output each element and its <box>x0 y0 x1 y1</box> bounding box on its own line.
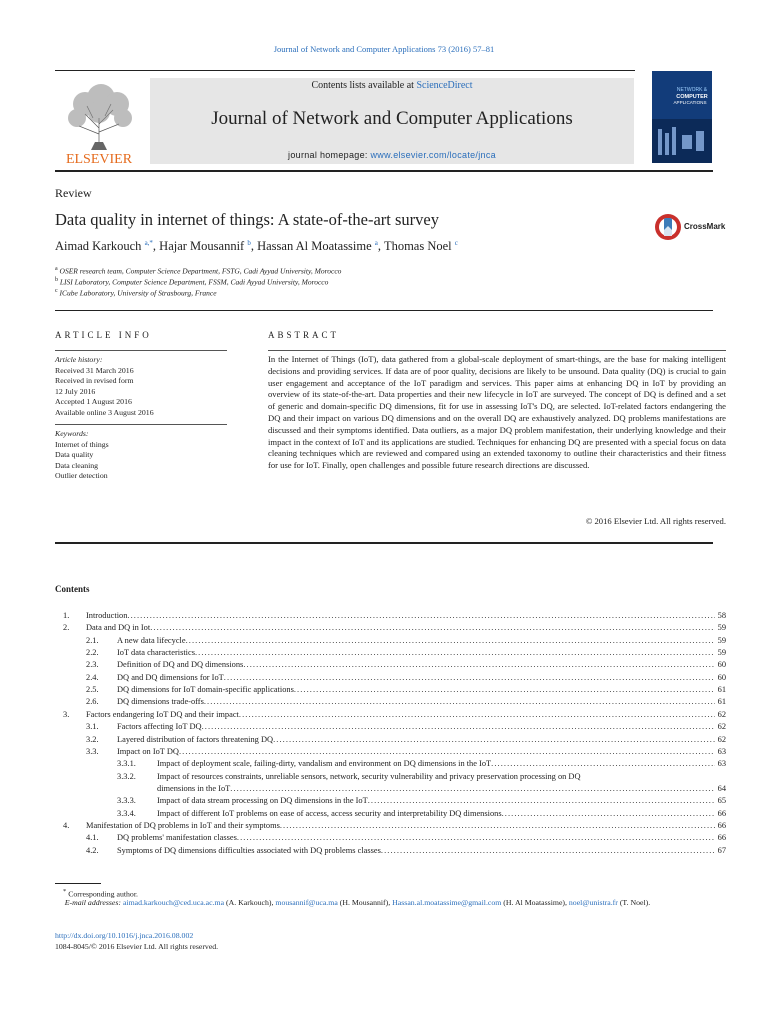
email-link[interactable]: aimad.karkouch@ced.uca.ac.ma <box>122 898 225 907</box>
affiliation <box>55 266 341 276</box>
toc-entry[interactable] <box>55 820 726 832</box>
toc-page: 65 <box>717 796 726 806</box>
toc-leader <box>179 746 715 758</box>
toc-number: 2.2. <box>86 648 99 658</box>
abstract-rule <box>268 350 726 351</box>
author-name: Aimad Karkouch <box>55 239 142 254</box>
cover-line-1: NETWORK & <box>676 87 708 93</box>
author-affil-mark[interactable]: a <box>374 239 378 247</box>
toc-number: 2. <box>63 623 70 633</box>
contents-available <box>150 80 634 91</box>
history-line: Received in revised form <box>55 376 134 385</box>
toc-entry[interactable] <box>55 808 726 820</box>
toc-entry[interactable] <box>55 684 726 696</box>
contents-heading: Contents <box>55 584 90 594</box>
toc-title: Impact of resources constraints, unreliable sensors, network, security vulnerability and privacy preservation processing on DQ <box>157 771 581 781</box>
toc-leader <box>230 783 714 795</box>
toc-title: Impact of different IoT problems on ease of access, access security and interpretability DQ dimensions <box>157 808 502 818</box>
toc-number: 2.3. <box>86 660 99 670</box>
history-line: Received 31 March 2016 <box>55 365 134 375</box>
email-link[interactable]: mousannif@uca.ma <box>275 898 338 907</box>
toc-page: 60 <box>717 672 726 682</box>
toc-entry[interactable] <box>55 709 726 721</box>
email-owner: (T. Noel). <box>619 898 651 907</box>
contents-prefix: Contents lists available at <box>311 80 417 91</box>
affiliation-mark: c <box>55 288 58 294</box>
paper-title: Data quality in internet of things: A state-of-the-art survey <box>55 210 439 229</box>
toc-leader <box>273 734 715 746</box>
toc-page: 59 <box>717 623 726 633</box>
toc-label <box>157 758 726 770</box>
toc-title: A new data lifecycle <box>117 635 186 645</box>
toc-number: 4.1. <box>86 833 99 843</box>
toc-entry[interactable] <box>55 659 726 671</box>
toc-entry[interactable] <box>55 746 726 758</box>
toc-number: 4. <box>63 820 70 830</box>
doi-link[interactable] <box>55 931 193 942</box>
toc-title: DQ dimensions for IoT domain-specific applications <box>117 685 294 695</box>
toc-page: 66 <box>717 820 726 830</box>
toc-title: Factors affecting IoT DQ <box>117 722 202 732</box>
history-line: 12 July 2016 <box>55 386 96 396</box>
toc-label <box>86 820 726 832</box>
email-owner: (H. Mousannif), <box>339 898 391 907</box>
toc-number: 2.1. <box>86 635 99 645</box>
crossmark-label: CrossMark <box>684 222 726 231</box>
abstract-text: In the Internet of Things (IoT), data gathered from a global-scale deployment of smart-things, are the base for making intelligent decisions and providing services. If data are of poor quality, decisions are likely to be unsound. Data quality (DQ) is crucial to gain user engagement and acceptance of the IoT paradigm and services. This paper aims at enhancing DQ in IoT by providing an overview of its state-of-the-art. Data properties and their new lifecycle in IoT are surveyed. The concept of DQ is defined and a set of generic and domain-specific DQ dimensions, fit for use in assessing IoT's DQ, are selected. IoT-related factors endangering the DQ and their impact on various DQ dimensions and on the overall DQ are exhaustively analyzed. DQ problems manifestations are discussed and their symptoms identified. Data outliers, as a major DQ problem manifestation, their underlying knowledge and their impact in the context of IoT and its applications are studied. Techniques for enhancing DQ are presented with a special focus on data cleaning techniques which are reviewed and compared using an extended taxonomy to outline their characteristics and their fitness for use for IoT. Finally, open challenges and possible future research directions are discussed. <box>268 354 726 471</box>
toc-entry[interactable] <box>55 771 726 783</box>
toc-number: 3.2. <box>86 734 99 744</box>
toc-label <box>117 845 726 857</box>
corresponding-text: Corresponding author. <box>68 889 138 899</box>
toc-entry[interactable] <box>55 734 726 746</box>
toc-page: 66 <box>717 808 726 818</box>
toc-number: 3.3.3. <box>117 796 136 806</box>
toc-title: Impact of deployment scale, failing-dirty, vandalism and environment on DQ dimensions in the IoT <box>157 759 492 769</box>
toc-page: 67 <box>717 845 726 855</box>
email-link[interactable]: noel@unistra.fr <box>568 898 618 907</box>
toc-title: DQ dimensions trade-offs <box>117 697 204 707</box>
elsevier-wordmark: ELSEVIER <box>65 152 133 166</box>
toc-label <box>117 672 726 684</box>
toc-page: 63 <box>717 759 726 769</box>
masthead-rule <box>55 170 713 172</box>
history-line: Accepted 1 August 2016 <box>55 397 132 406</box>
toc-page: 63 <box>717 746 726 756</box>
toc-page: 62 <box>717 734 726 744</box>
cover-line-3: APPLICATIONS <box>673 100 707 105</box>
toc-leader <box>195 647 715 659</box>
issn-line: 1084-8045/© 2016 Elsevier Ltd. All rights reserved. <box>55 942 219 951</box>
journal-homepage <box>150 150 634 160</box>
toc-title: Impact of data stream processing on DQ dimensions in the IoT <box>157 796 368 806</box>
toc-number: 3.3.1. <box>117 759 136 769</box>
author-sep: , <box>250 239 258 254</box>
toc-leader <box>502 808 715 820</box>
toc-label <box>157 808 726 820</box>
toc-number: 2.4. <box>86 672 99 682</box>
author-affil-mark[interactable]: c <box>454 239 458 247</box>
toc-leader <box>368 795 715 807</box>
toc-page: 59 <box>717 648 726 658</box>
toc-leader <box>243 659 714 671</box>
toc-title: Impact on IoT DQ <box>117 746 179 756</box>
toc-number: 3.1. <box>86 722 99 732</box>
toc-leader <box>237 832 715 844</box>
toc-label <box>86 610 726 622</box>
toc-label <box>86 622 726 634</box>
toc-label <box>117 684 726 696</box>
toc-leader <box>491 758 714 770</box>
sciencedirect-link[interactable]: ScienceDirect <box>416 80 473 91</box>
homepage-prefix: journal homepage: <box>288 150 371 160</box>
toc-number: 1. <box>63 611 70 620</box>
toc-label <box>117 746 726 758</box>
toc-entry[interactable] <box>55 622 726 634</box>
toc-leader <box>127 610 714 622</box>
article-history <box>55 355 154 418</box>
toc-title: Data and DQ in Iot <box>86 623 151 633</box>
toc-title: Factors endangering IoT DQ and their impact <box>86 709 239 719</box>
toc-label <box>157 783 726 795</box>
affiliation-text: LISI Laboratory, Computer Science Department, FSSM, Cadi Ayyad University, Morocco <box>59 277 329 287</box>
toc-leader <box>239 709 715 721</box>
toc-page: 59 <box>717 635 726 645</box>
header-rule <box>55 70 635 71</box>
affiliation-mark: a <box>55 266 58 272</box>
history-line: Available online 3 August 2016 <box>55 407 154 417</box>
keyword: Internet of things <box>55 439 109 449</box>
keywords-rule <box>55 424 227 425</box>
toc-leader <box>224 672 715 684</box>
toc-page: 58 <box>717 611 726 620</box>
email-link[interactable]: Hassan.al.moatassime@gmail.com <box>392 898 502 907</box>
affiliation <box>55 277 328 287</box>
author-name: Hassan Al Moatassime <box>257 239 372 254</box>
toc-title: Introduction <box>86 611 128 620</box>
toc-entry[interactable] <box>55 758 726 770</box>
cover-line-2: COMPUTER <box>676 94 708 100</box>
email-owner: (A. Karkouch), <box>226 898 274 907</box>
toc-leader <box>280 820 715 832</box>
abstract-bottom-rule <box>55 542 713 544</box>
article-info-rule <box>55 350 227 351</box>
toc-page: 64 <box>717 783 726 793</box>
toc-page: 66 <box>717 833 726 843</box>
toc-leader <box>294 684 715 696</box>
toc-label <box>157 771 726 783</box>
crossmark-icon <box>654 212 682 242</box>
toc-entry[interactable] <box>55 635 726 647</box>
abstract-heading: ABSTRACT <box>268 330 340 340</box>
author-name: Thomas Noel <box>383 239 452 254</box>
toc-page: 62 <box>717 709 726 719</box>
homepage-link[interactable]: www.elsevier.com/locate/jnca <box>370 150 496 160</box>
toc-page: 60 <box>717 660 726 670</box>
crossmark-badge[interactable] <box>654 212 726 242</box>
toc-leader <box>381 845 715 857</box>
toc-label <box>117 635 726 647</box>
toc-entry[interactable] <box>55 672 726 684</box>
toc-page: 62 <box>717 722 726 732</box>
toc-label <box>117 659 726 671</box>
toc-entry[interactable] <box>55 795 726 807</box>
toc-entry[interactable] <box>55 696 726 708</box>
author-sep: , <box>152 239 160 254</box>
toc-entry[interactable] <box>55 721 726 733</box>
elsevier-logo <box>55 78 143 166</box>
toc-entry[interactable] <box>55 610 726 622</box>
toc-leader <box>186 635 715 647</box>
toc-number: 2.6. <box>86 697 99 707</box>
toc-page: 61 <box>717 697 726 707</box>
toc-entry[interactable] <box>55 845 726 857</box>
corresponding-mark: * <box>63 888 67 895</box>
email-owner: (H. Al Moatassime), <box>503 898 567 907</box>
toc-title: Definition of DQ and DQ dimensions <box>117 660 244 670</box>
author-sep: , <box>377 239 384 254</box>
author-name: Hajar Mousannif <box>159 239 245 254</box>
doi-text[interactable]: http://dx.doi.org/10.1016/j.jnca.2016.08.002 <box>55 931 194 940</box>
toc-title: dimensions in the IoT <box>157 783 231 793</box>
author-affil-mark[interactable]: a,* <box>144 239 153 247</box>
journal-cover <box>652 71 712 163</box>
toc-leader <box>204 696 715 708</box>
toc-label <box>117 734 726 746</box>
email-footnote <box>55 898 726 909</box>
toc-leader <box>150 622 714 634</box>
toc-label <box>117 832 726 844</box>
journal-title: Journal of Network and Computer Applications <box>211 108 573 129</box>
article-info-heading: ARTICLE INFO <box>55 330 152 340</box>
toc-title: Layered distribution of factors threatening DQ <box>117 734 274 744</box>
keywords <box>55 429 109 482</box>
toc-title: Manifestation of DQ problems in IoT and their symptoms <box>86 820 280 830</box>
toc-title: Symptoms of DQ dimensions difficulties associated with DQ problems classes <box>117 845 381 855</box>
toc-number: 2.5. <box>86 685 99 695</box>
article-type: Review <box>55 186 92 200</box>
keyword: Data cleaning <box>55 460 99 470</box>
toc-title: DQ and DQ dimensions for IoT <box>117 672 224 682</box>
email-label: E-mail addresses: <box>64 898 121 907</box>
toc-title: DQ problems' manifestation classes <box>117 833 237 843</box>
toc-title: IoT data characteristics <box>117 648 195 658</box>
toc-label <box>157 795 726 807</box>
abstract-copyright: © 2016 Elsevier Ltd. All rights reserved. <box>585 516 726 526</box>
toc-entry[interactable] <box>55 647 726 659</box>
keyword: Outlier detection <box>55 471 108 480</box>
toc-label <box>117 721 726 733</box>
toc-number: 3.3. <box>86 746 99 756</box>
toc-number: 4.2. <box>86 845 99 855</box>
toc-number: 3. <box>63 709 70 719</box>
info-rule <box>55 310 713 311</box>
toc-leader <box>202 721 715 733</box>
affiliation-mark: b <box>55 277 58 283</box>
keyword: Data quality <box>55 450 94 459</box>
toc-label <box>117 647 726 659</box>
author-affil-mark[interactable]: b <box>247 239 251 247</box>
toc-entry[interactable] <box>55 832 726 844</box>
footnote-rule <box>55 883 101 884</box>
toc-label <box>86 709 726 721</box>
toc-number: 3.3.4. <box>117 808 136 818</box>
affiliation-text: ICube Laboratory, University of Strasbourg, France <box>59 288 217 298</box>
affiliation-text: OSER research team, Computer Science Department, FSTG, Cadi Ayyad University, Morocco <box>59 266 342 276</box>
journal-citation[interactable]: Journal of Network and Computer Applications 73 (2016) 57–81 <box>273 44 495 54</box>
toc-label <box>117 696 726 708</box>
toc-number: 3.3.2. <box>117 771 136 781</box>
toc-page: 61 <box>717 685 726 695</box>
history-label: Article history: <box>55 355 103 364</box>
keywords-label: Keywords: <box>55 429 89 438</box>
affiliation <box>55 288 217 298</box>
toc-entry[interactable] <box>55 783 726 795</box>
author-list <box>55 239 458 254</box>
